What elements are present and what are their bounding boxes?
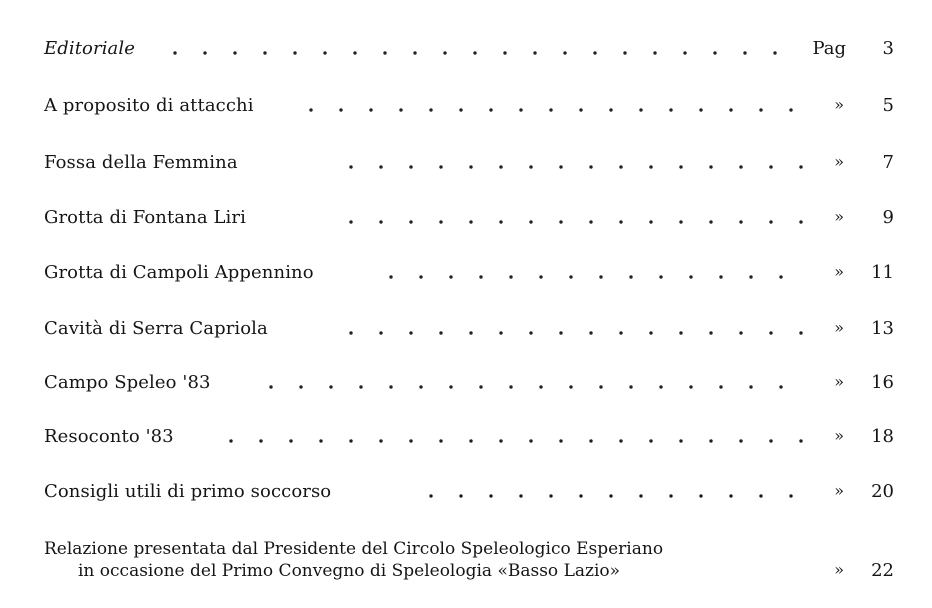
toc-entry-title: Grotta di Fontana Liri [44, 207, 252, 228]
dot-leader [336, 220, 806, 224]
toc-entry-title: Fossa della Femmina [44, 152, 244, 173]
toc-entry-attacchi [44, 95, 894, 125]
toc-page-number: 20 [871, 481, 894, 502]
toc-ditto-mark: » [834, 481, 844, 500]
toc-entry-fossa [44, 152, 894, 182]
toc-page-number: 18 [871, 426, 894, 447]
toc-entry-title-line1: Relazione presentata dal Presidente del Circolo Speleologico Esperiano [44, 539, 664, 559]
toc-page-number: 11 [871, 262, 894, 283]
dot-leader [160, 51, 800, 55]
toc-entry-fontana-liri [44, 207, 894, 237]
dot-leader [256, 385, 806, 389]
toc-ditto-mark: » [834, 207, 844, 226]
toc-ditto-mark: » [834, 318, 844, 337]
toc-entry-title: Grotta di Campoli Appennino [44, 262, 320, 283]
toc-entry-editoriale [44, 38, 894, 68]
toc-entry-resoconto [44, 426, 894, 456]
toc-page-label: Pag [812, 38, 846, 59]
dot-leader [216, 439, 806, 443]
dot-leader [416, 494, 806, 498]
toc-entry-title: Cavità di Serra Capriola [44, 318, 274, 339]
toc-entry-title: Editoriale [44, 38, 141, 59]
toc-ditto-mark: » [834, 262, 844, 281]
toc-page-number: 7 [882, 152, 894, 173]
toc-entry-title: Consigli utili di primo soccorso [44, 481, 337, 502]
toc-page-number: 13 [871, 318, 894, 339]
toc-ditto-mark: » [834, 372, 844, 391]
toc-ditto-mark: » [834, 560, 844, 579]
toc-entry-title-multiline [44, 538, 663, 582]
dot-leader [336, 331, 806, 335]
toc-entry-serra-capriola [44, 318, 894, 348]
dot-leader [336, 165, 806, 169]
toc-page-number: 5 [882, 95, 894, 116]
toc-ditto-mark: » [834, 152, 844, 171]
toc-entry-primo-soccorso [44, 481, 894, 511]
toc-page-number: 16 [871, 372, 894, 393]
toc-page-number: 3 [882, 38, 894, 59]
toc-entry-title: Campo Speleo '83 [44, 372, 217, 393]
toc-entry-campoli [44, 262, 894, 292]
toc-entry-title-line2: in occasione del Primo Convegno di Speleologia «Basso Lazio» [78, 561, 621, 581]
toc-page-number: 9 [882, 207, 894, 228]
toc-page-number: 22 [871, 560, 894, 581]
dot-leader [376, 275, 806, 279]
toc-entry-campo-speleo [44, 372, 894, 402]
toc-entry-title: A proposito di attacchi [44, 95, 260, 116]
dot-leader [296, 108, 806, 112]
toc-entry-relazione [44, 538, 894, 586]
toc-ditto-mark: » [834, 95, 844, 114]
toc-ditto-mark: » [834, 426, 844, 445]
toc-entry-title: Resoconto '83 [44, 426, 180, 447]
